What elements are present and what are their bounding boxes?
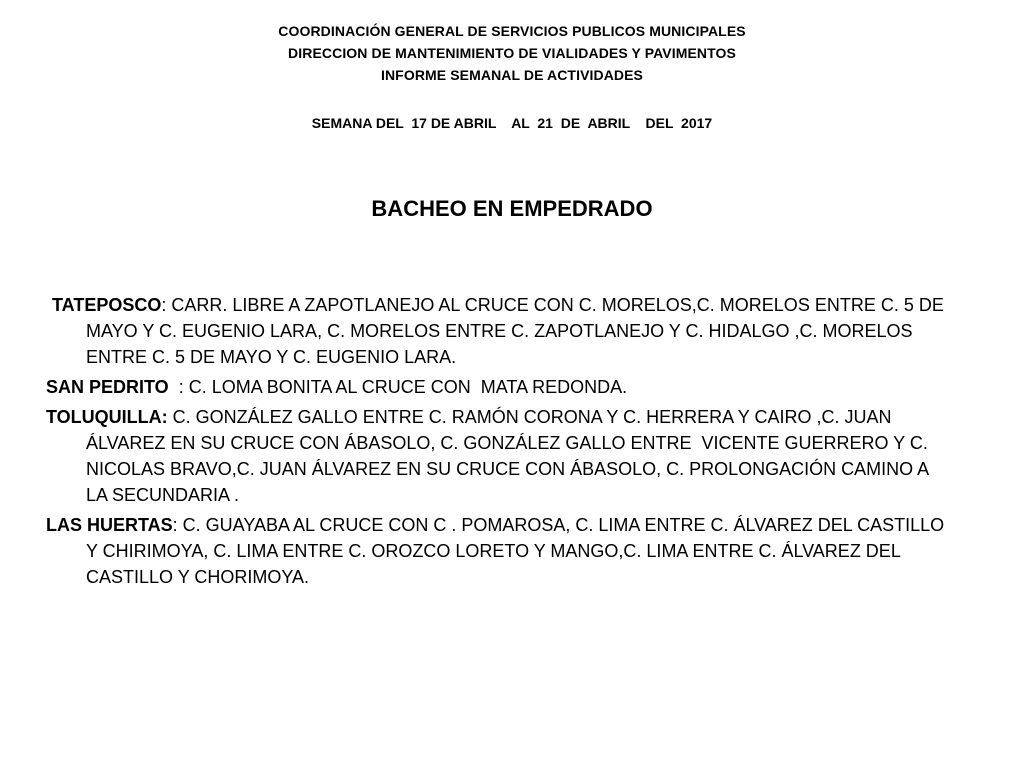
locality-name: TOLUQUILLA: xyxy=(46,407,168,427)
locality-name: SAN PEDRITO xyxy=(46,377,169,397)
locality-details: : C. GUAYABA AL CRUCE CON C . POMAROSA, C. LIMA ENTRE C. ÁLVAREZ DEL CASTILLO Y CHIRIMOYA, C. LIMA ENTRE C. OROZCO LORETO Y MANGO,C. LIMA ENTRE C. ÁLVAREZ DEL CASTILLO Y CHORIMOYA. xyxy=(86,515,945,587)
locality-name: LAS HUERTAS xyxy=(46,515,173,535)
locality-details: : C. LOMA BONITA AL CRUCE CON MATA REDONDA. xyxy=(168,377,628,397)
header-line-3: INFORME SEMANAL DE ACTIVIDADES xyxy=(380,67,643,83)
activity-list xyxy=(46,292,946,594)
list-item xyxy=(46,512,946,590)
week-range: SEMANA DEL 17 DE ABRIL AL 21 DE ABRIL DEL 2017 xyxy=(311,115,713,131)
list-item xyxy=(46,404,946,508)
list-item xyxy=(46,374,946,400)
locality-details: C. GONZÁLEZ GALLO ENTRE C. RAMÓN CORONA Y C. HERRERA Y CAIRO ,C. JUAN ÁLVAREZ EN SU CRUCE CON ÁBASOLO, C. GONZÁLEZ GALLO ENTRE VICENTE GUERRERO Y C. NICOLAS BRAVO,C. JUAN ÁLVAREZ EN SU CRUCE CON ÁBASOLO, C. PROLONGACIÓN CAMINO A LA SECUNDARIA . xyxy=(86,407,934,505)
section-title: BACHEO EN EMPEDRADO xyxy=(371,196,653,221)
header-line-2: DIRECCION DE MANTENIMIENTO DE VIALIDADES Y PAVIMENTOS xyxy=(288,45,736,61)
locality-name: TATEPOSCO xyxy=(52,295,162,315)
list-item xyxy=(46,292,946,370)
locality-details: : CARR. LIBRE A ZAPOTLANEJO AL CRUCE CON C. MORELOS,C. MORELOS ENTRE C. 5 DE MAYO Y C. EUGENIO LARA, C. MORELOS ENTRE C. ZAPOTLANEJO Y C. HIDALGO ,C. MORELOS ENTRE C. 5 DE MAYO Y C. EUGENIO LARA. xyxy=(86,295,944,367)
document-header xyxy=(0,20,1024,86)
header-line-1: COORDINACIÓN GENERAL DE SERVICIOS PUBLICOS MUNICIPALES xyxy=(278,23,746,39)
